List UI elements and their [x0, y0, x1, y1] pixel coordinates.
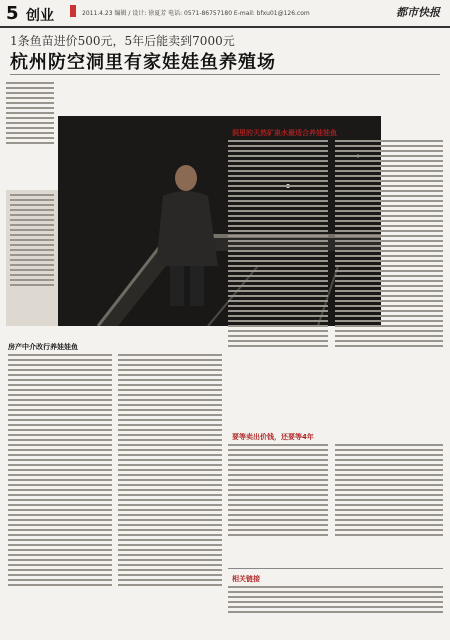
left-text-column [6, 82, 54, 147]
photo-illustration [58, 116, 381, 326]
photo-section-heading: 洞里的天然矿泉水最适合养娃娃鱼 [232, 129, 337, 137]
page-number: 5 [6, 3, 19, 24]
text-column-6 [335, 444, 443, 539]
section-heading-side: 房产中介改行养娃娃鱼 [8, 343, 78, 351]
text-column-3 [228, 140, 328, 350]
section-heading-wait: 要等卖出价钱，还要等4年 [232, 433, 314, 441]
text-column-1 [8, 354, 112, 589]
related-links-heading: 相关链接 [232, 575, 260, 583]
article-photo [58, 116, 381, 326]
headline-rule [10, 74, 440, 75]
editor-meta: 2011.4.23 编辑 / 设计: 徐夏芳 电话: 0571-86757180 E-mail: bfxu01@126.com [82, 10, 310, 17]
article-headline: 杭州防空洞里有家娃娃鱼养殖场 [10, 52, 276, 73]
text-column-2 [118, 354, 222, 589]
section-title: 创业 [26, 8, 54, 24]
text-column-5 [228, 444, 328, 539]
masthead: 都市快报 [396, 6, 440, 19]
related-links-text [228, 586, 443, 616]
text-column-4 [335, 140, 443, 350]
page-header [0, 0, 450, 28]
link-rule [228, 568, 443, 569]
article-subhead: 1条鱼苗进价500元，5年后能卖到7000元 [10, 34, 235, 48]
section-marker [70, 5, 76, 17]
caption-box [6, 190, 58, 326]
